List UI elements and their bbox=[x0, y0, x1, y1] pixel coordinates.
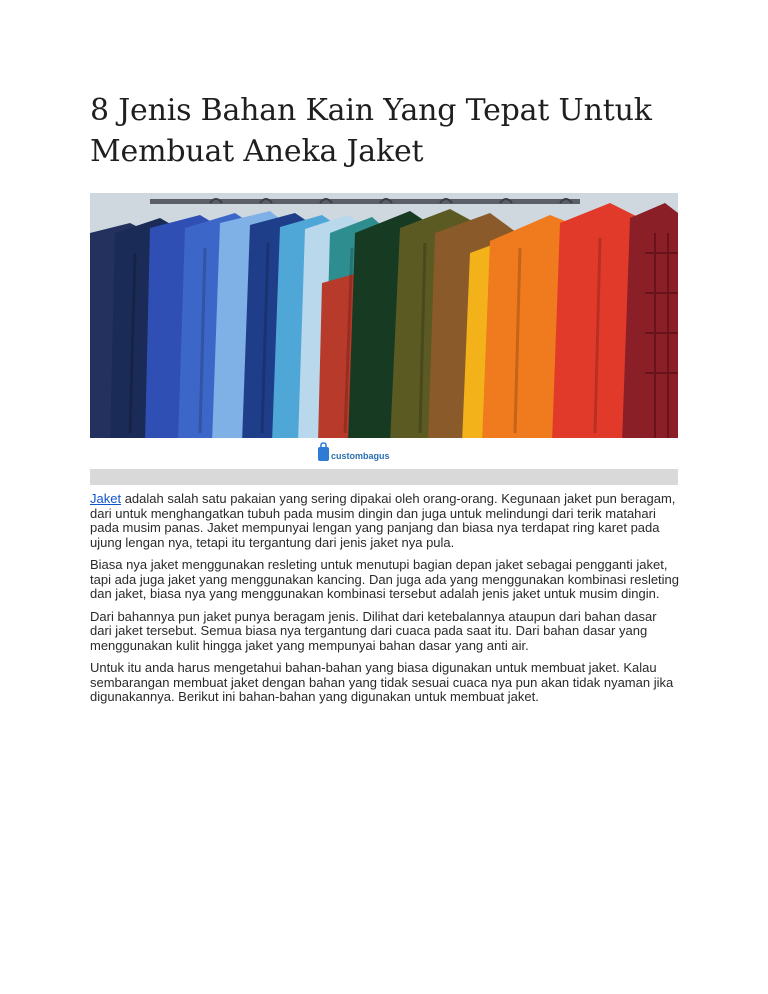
paragraph-1-text: adalah salah satu pakaian yang sering dipakai oleh orang-orang. Kegunaan jaket pun beragam, dari untuk menghangatkan tubuh pada musim dingin dan juga untuk melindungi dari terik matahari pada musim panas. Jaket mempunyai lengan yang panjang dan biasa nya terdapat ring karet pada ujung lengan nya, tetapi itu tergantung dari jenis jaket nya pula. bbox=[90, 491, 676, 550]
jaket-link[interactable]: Jaket bbox=[90, 491, 122, 506]
jacket-shape bbox=[622, 203, 678, 443]
paragraph-3: Dari bahannya pun jaket punya beragam jenis. Dilihat dari ketebalannya ataupun dari bahan dasar dari jaket tersebut. Semua biasa nya tergantung dari cuaca pada saat itu. Dari bahan dasar yang menggunakan kulit hingga jaket yang mempunyai bahan dasar yang anti air. bbox=[90, 608, 657, 653]
page-title bbox=[90, 90, 690, 172]
title-line-2: Membuat Aneka Jaket bbox=[90, 134, 424, 169]
jackets-hero-image bbox=[90, 193, 678, 485]
paragraph-1 bbox=[90, 492, 680, 550]
paragraph-4: Untuk itu anda harus mengetahui bahan-bahan yang biasa digunakan untuk membuat jaket. Kalau sembarangan membuat jaket dengan bahan yang tidak sesuai cuaca nya pun akan tidak nyaman jika digunakannya. Berikut ini bahan-bahan yang digunakan untuk membuat jaket. bbox=[90, 660, 674, 704]
jacket-row bbox=[90, 203, 678, 443]
article-body bbox=[90, 492, 680, 713]
paragraph-2: Biasa nya jaket menggunakan resleting untuk menutupi bagian depan jaket sebagai pengganti jaket, tapi ada juga jaket yang menggunakan kancing. Dan juga ada yang menggunakan kombinasi resleting dan jaket, biasa nya yang menggunakan kombinasi tersebut adalah jenis jaket untuk musim dingin. bbox=[90, 557, 680, 601]
watermark-text: custombagus bbox=[331, 451, 390, 461]
title-line-1: 8 Jenis Bahan Kain Yang Tepat Untuk bbox=[90, 93, 652, 128]
